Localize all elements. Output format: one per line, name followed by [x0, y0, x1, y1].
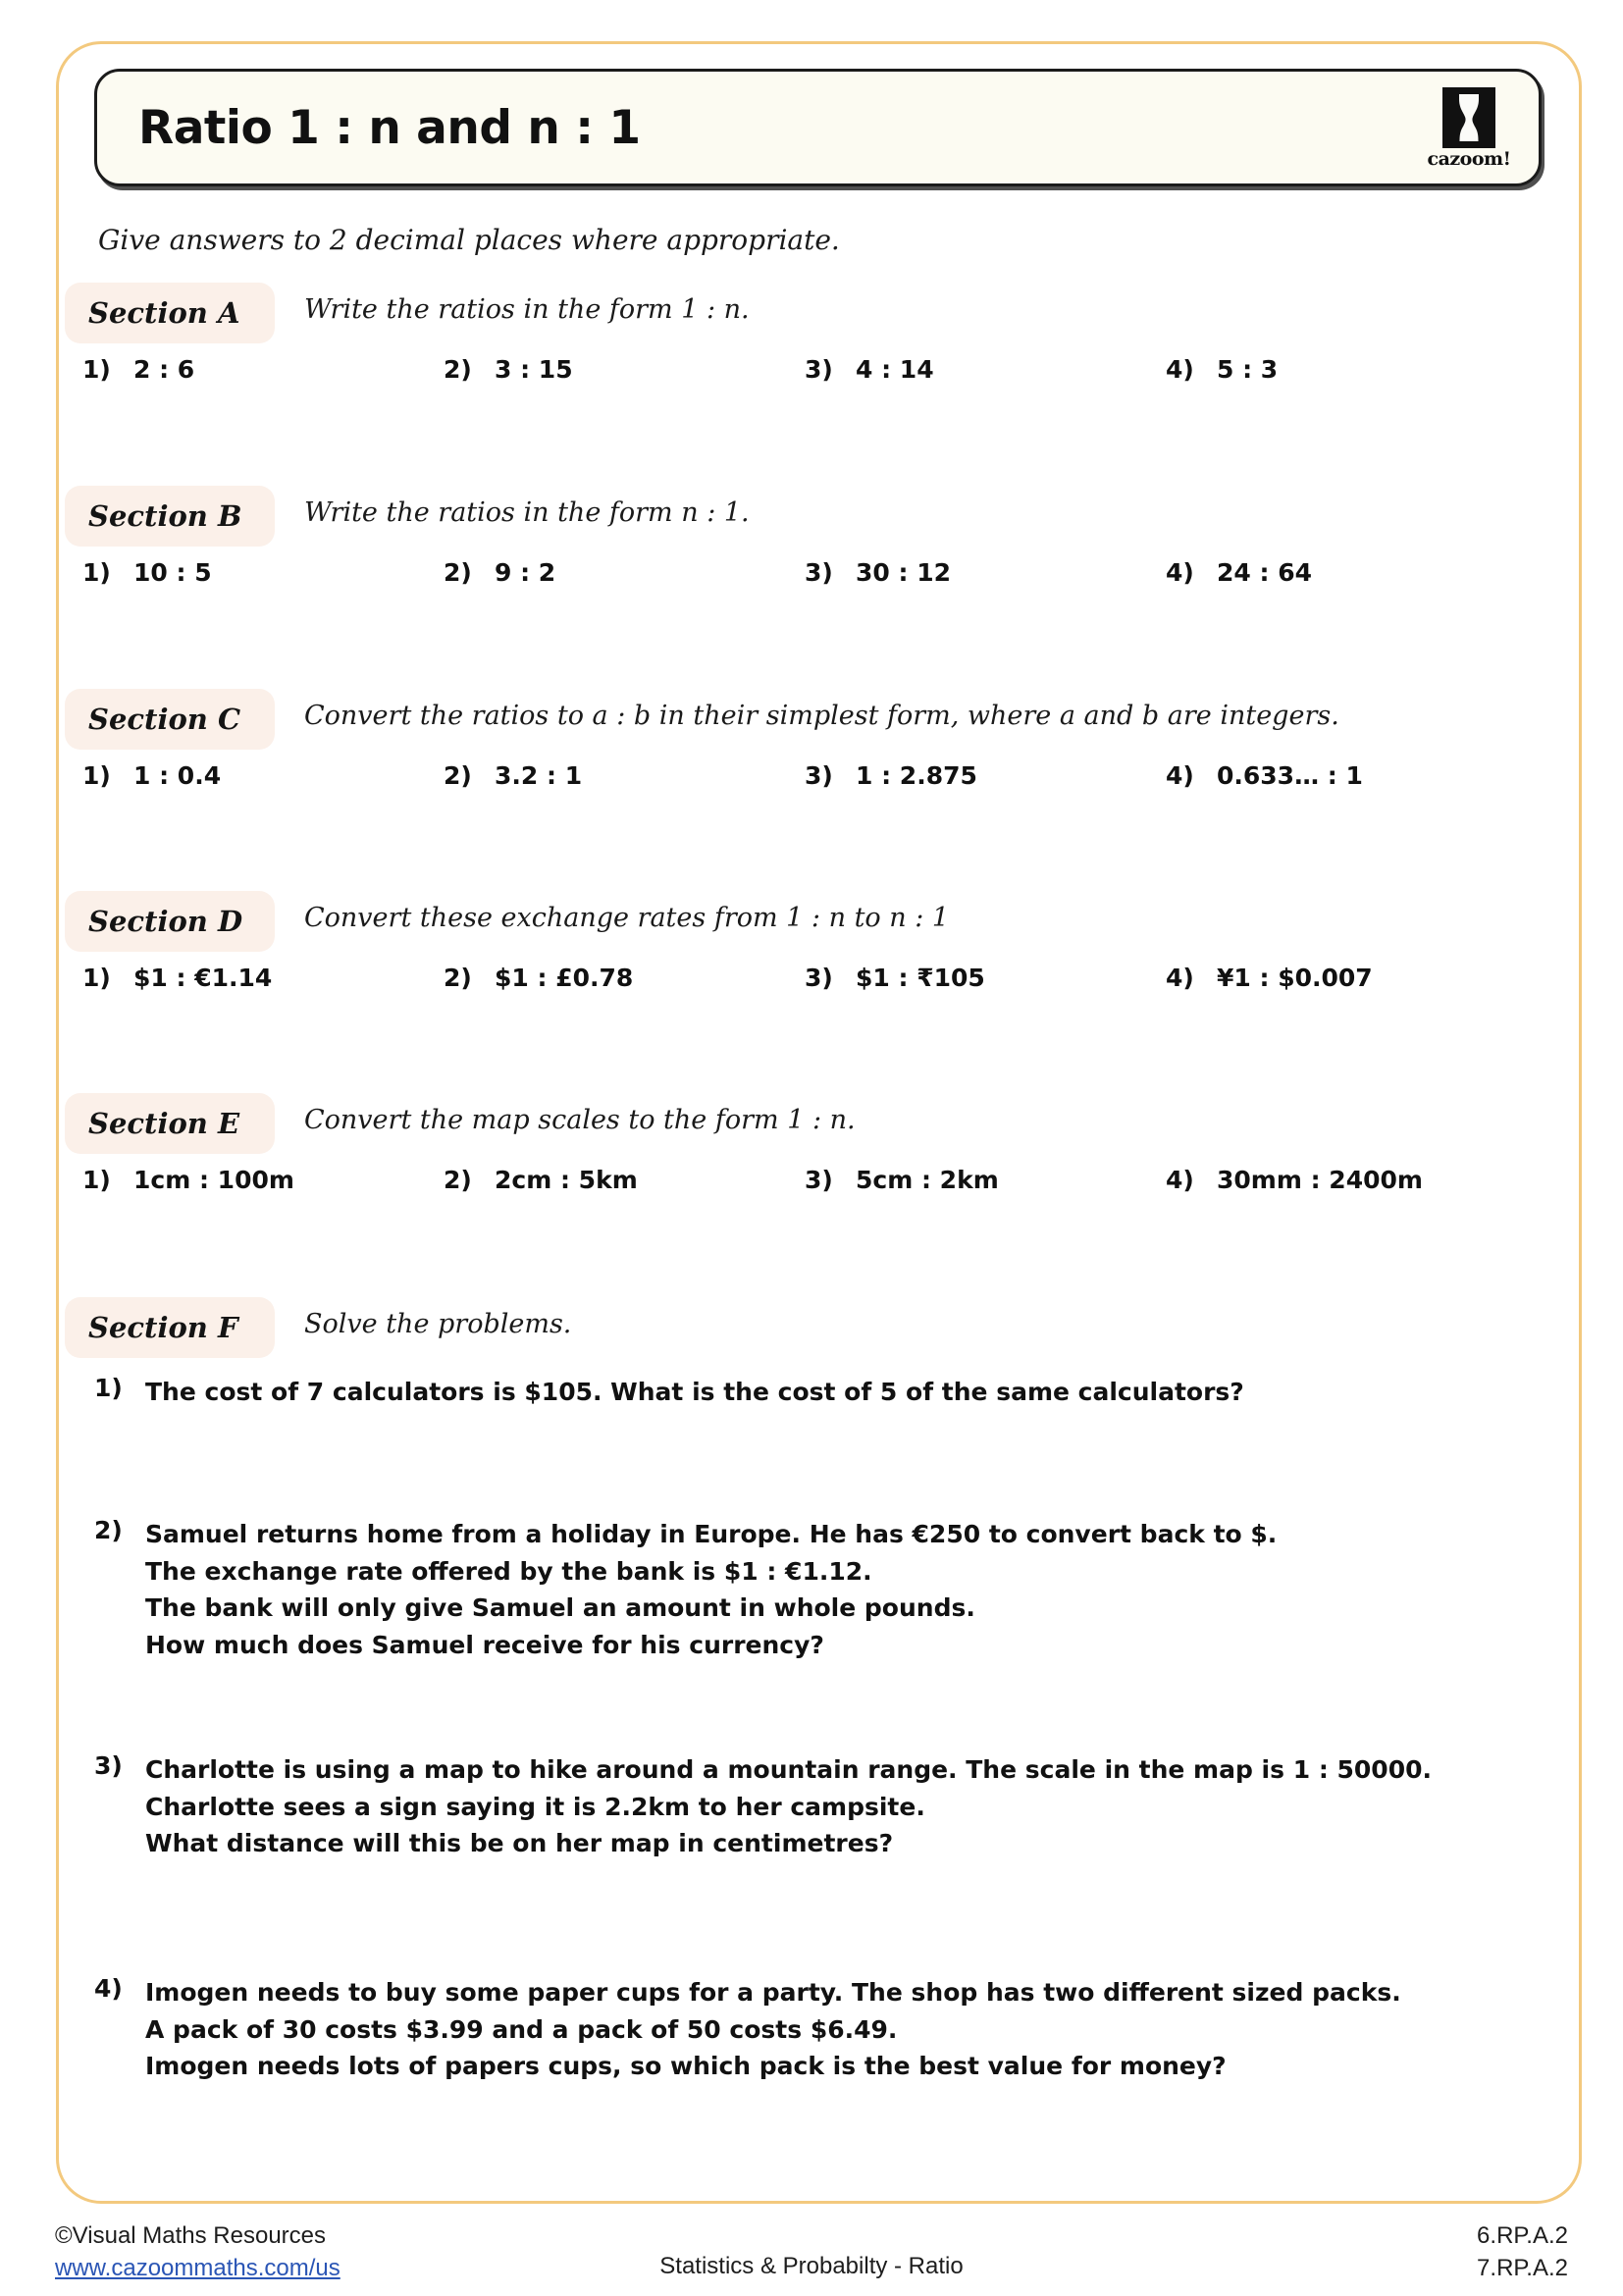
section-e — [0, 1093, 1623, 1217]
question-text: $1 : £0.78 — [495, 964, 634, 992]
section-f-instruction: Solve the problems. — [304, 1309, 572, 1339]
section-e-label: Section E — [88, 1107, 240, 1140]
question-item — [82, 761, 221, 790]
problem-body — [145, 1374, 1244, 1411]
question-item — [1166, 355, 1278, 384]
section-a — [0, 283, 1623, 406]
question-number: 2) — [444, 964, 472, 992]
question-number: 1) — [82, 1166, 111, 1194]
section-c-instruction: Convert the ratios to a : b in their simplest form, where a and b are integers. — [304, 701, 1339, 731]
word-problem-1 — [94, 1374, 1244, 1411]
question-item — [1166, 964, 1373, 992]
question-number: 4) — [1166, 355, 1194, 384]
section-a-label: Section A — [88, 296, 240, 330]
question-item — [82, 558, 212, 587]
question-item — [805, 761, 977, 790]
section-a-instruction: Write the ratios in the form 1 : n. — [304, 294, 750, 325]
question-number: 2) — [444, 355, 472, 384]
question-item — [444, 1166, 638, 1194]
section-c-label: Section C — [88, 703, 241, 736]
section-c-pill — [65, 689, 275, 750]
footer-standards — [1477, 2219, 1568, 2284]
question-number: 3) — [805, 964, 833, 992]
section-c — [0, 689, 1623, 812]
question-text: $1 : €1.14 — [133, 964, 273, 992]
question-item — [444, 761, 582, 790]
section-d-instruction: Convert these exchange rates from 1 : n to n : 1 — [304, 903, 950, 933]
section-d — [0, 891, 1623, 1015]
question-number: 1) — [82, 964, 111, 992]
question-text: 30mm : 2400m — [1217, 1166, 1423, 1194]
section-d-header — [0, 891, 1623, 952]
question-number: 1) — [82, 355, 111, 384]
question-number: 3) — [805, 761, 833, 790]
question-text: 2cm : 5km — [495, 1166, 638, 1194]
word-problem-4 — [94, 1974, 1401, 2085]
problem-number: 4) — [94, 1974, 123, 2003]
problem-line: Imogen needs to buy some paper cups for a party. The shop has two different sized packs. — [145, 1978, 1401, 2007]
question-text: $1 : ₹105 — [856, 964, 985, 992]
question-item — [805, 558, 951, 587]
section-b-header — [0, 486, 1623, 547]
problem-body — [145, 1516, 1277, 1663]
section-f-label: Section F — [88, 1311, 238, 1344]
question-number: 3) — [805, 1166, 833, 1194]
question-number: 2) — [444, 558, 472, 587]
cazoom-logo — [1427, 87, 1511, 169]
problem-line: Charlotte is using a map to hike around a mountain range. The scale in the map is 1 : 50000. — [145, 1755, 1432, 1784]
problem-line: Charlotte sees a sign saying it is 2.2km to her campsite. — [145, 1792, 925, 1821]
problem-number: 3) — [94, 1751, 123, 1780]
page-footer — [0, 2219, 1623, 2296]
problem-number: 2) — [94, 1516, 123, 1544]
section-b-pill — [65, 486, 275, 547]
question-text: 9 : 2 — [495, 558, 556, 587]
section-b — [0, 486, 1623, 609]
word-problem-2 — [94, 1516, 1277, 1663]
question-item — [1166, 1166, 1423, 1194]
question-number: 4) — [1166, 1166, 1194, 1194]
question-text: 1cm : 100m — [133, 1166, 294, 1194]
question-number: 3) — [805, 355, 833, 384]
section-f-header — [0, 1297, 1623, 1358]
question-text: 30 : 12 — [856, 558, 951, 587]
section-c-header — [0, 689, 1623, 750]
question-item — [805, 1166, 999, 1194]
section-e-header — [0, 1093, 1623, 1154]
problem-body — [145, 1751, 1432, 1862]
question-text: 1 : 0.4 — [133, 761, 222, 790]
section-a-header — [0, 283, 1623, 343]
question-item — [82, 355, 194, 384]
lead-instruction: Give answers to 2 decimal places where appropriate. — [98, 224, 840, 256]
page-title: Ratio 1 : n and n : 1 — [138, 100, 641, 155]
question-item — [82, 1166, 294, 1194]
footer-copyright: ©Visual Maths Resources — [55, 2222, 327, 2249]
question-number: 1) — [82, 558, 111, 587]
section-e-questions — [0, 1166, 1623, 1217]
worksheet-title-bar — [94, 69, 1542, 186]
question-number: 2) — [444, 1166, 472, 1194]
question-item — [444, 964, 633, 992]
question-text: 3.2 : 1 — [495, 761, 583, 790]
question-item — [805, 355, 934, 384]
problem-line: What distance will this be on her map in centimetres? — [145, 1829, 894, 1857]
section-a-pill — [65, 283, 275, 343]
cazoom-drum-icon — [1442, 87, 1495, 148]
problem-line: The exchange rate offered by the bank is $1 : €1.12. — [145, 1556, 872, 1586]
problem-body — [145, 1974, 1401, 2085]
question-text: 1 : 2.875 — [856, 761, 977, 790]
question-item — [805, 964, 985, 992]
question-text: 5 : 3 — [1217, 355, 1279, 384]
question-number: 3) — [805, 558, 833, 587]
question-number: 4) — [1166, 964, 1194, 992]
question-number: 2) — [444, 761, 472, 790]
section-b-instruction: Write the ratios in the form n : 1. — [304, 497, 750, 528]
question-text: 0.633… : 1 — [1217, 761, 1363, 790]
question-text: 10 : 5 — [133, 558, 212, 587]
question-item — [444, 558, 555, 587]
standard-code: 6.RP.A.2 — [1477, 2222, 1568, 2249]
question-item — [82, 964, 272, 992]
section-b-questions — [0, 558, 1623, 609]
question-item — [1166, 558, 1312, 587]
section-f — [0, 1297, 1623, 1358]
question-number: 1) — [82, 761, 111, 790]
question-item — [1166, 761, 1363, 790]
problem-line: The bank will only give Samuel an amount in whole pounds. — [145, 1593, 975, 1622]
question-text: ¥1 : $0.007 — [1217, 964, 1373, 992]
section-e-pill — [65, 1093, 275, 1154]
footer-topic: Statistics & Probabilty - Ratio — [659, 2253, 964, 2279]
question-number: 4) — [1166, 761, 1194, 790]
problem-line: A pack of 30 costs $3.99 and a pack of 50 costs $6.49. — [145, 2014, 898, 2044]
section-a-questions — [0, 355, 1623, 406]
word-problem-3 — [94, 1751, 1432, 1862]
question-text: 3 : 15 — [495, 355, 573, 384]
problem-line: Samuel returns home from a holiday in Europe. He has €250 to convert back to $. — [145, 1520, 1278, 1548]
problem-line: How much does Samuel receive for his currency? — [145, 1630, 824, 1659]
question-text: 4 : 14 — [856, 355, 934, 384]
question-text: 24 : 64 — [1217, 558, 1312, 587]
question-number: 4) — [1166, 558, 1194, 587]
problem-number: 1) — [94, 1374, 123, 1402]
question-text: 5cm : 2km — [856, 1166, 999, 1194]
section-f-pill — [65, 1297, 275, 1358]
section-b-label: Section B — [88, 499, 242, 533]
footer-website-link[interactable]: www.cazoommaths.com/us — [55, 2255, 340, 2282]
section-d-pill — [65, 891, 275, 952]
section-d-label: Section D — [88, 905, 243, 938]
section-e-instruction: Convert the map scales to the form 1 : n. — [304, 1105, 856, 1135]
question-text: 2 : 6 — [133, 355, 195, 384]
problem-line: The cost of 7 calculators is $105. What is the cost of 5 of the same calculators? — [145, 1378, 1244, 1406]
problem-line: Imogen needs lots of papers cups, so which pack is the best value for money? — [145, 2052, 1227, 2080]
section-d-questions — [0, 964, 1623, 1015]
standard-code: 7.RP.A.2 — [1477, 2255, 1568, 2282]
cazoom-wordmark: cazoom! — [1427, 147, 1511, 170]
section-c-questions — [0, 761, 1623, 812]
question-item — [444, 355, 573, 384]
